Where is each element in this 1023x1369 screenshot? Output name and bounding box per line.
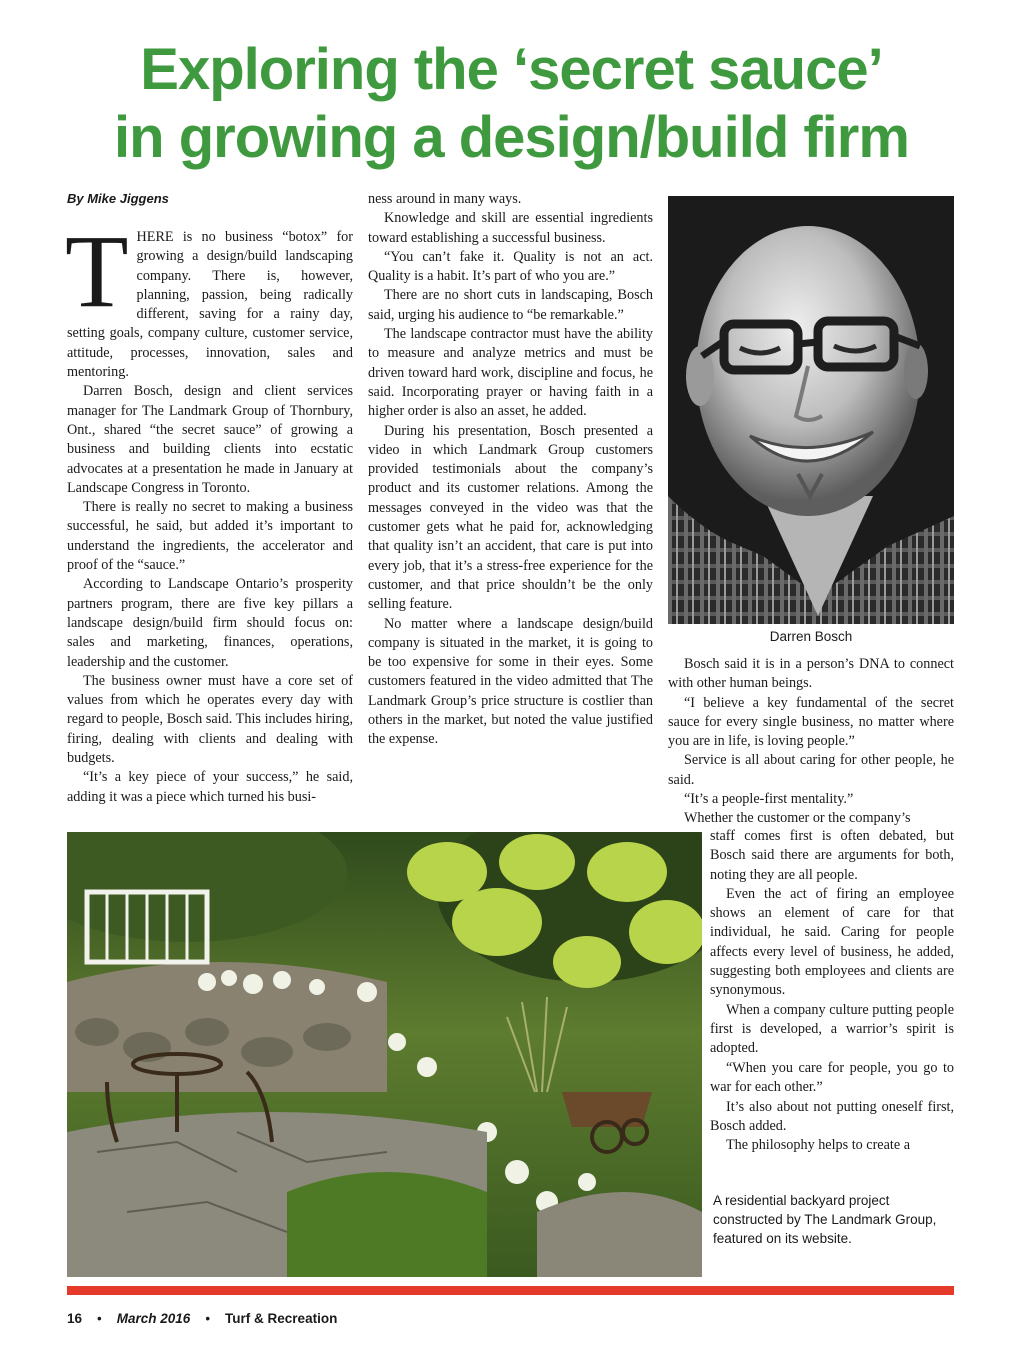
- article-column-1: [65, 214, 353, 807]
- paragraph-text: HERE is no business “botox” for growing a design/build landscaping company. There is, however, planning, passion, being radically different, saving for a rainy day, setting goals, company culture, customer service, attitude, processes, innovation, sales and mentoring.: [67, 229, 353, 381]
- article-column-3-top: [668, 655, 954, 829]
- paragraph: “When you care for people, you go to war for each other.”: [710, 1060, 954, 1096]
- separator-dot-icon: •: [205, 1311, 211, 1326]
- separator-dot-icon: •: [97, 1311, 102, 1326]
- paragraph: No matter where a landscape design/build company is situated in the market, it is going to be too expensive for some in their eyes. Some customers featured in the video admitted that The Landmark Group’s price structure is costlier than others in the market, but noted the value justified the expense.: [368, 615, 653, 748]
- paragraph: Service is all about caring for other people, he said.: [668, 752, 954, 788]
- paragraph: The business owner must have a core set of values from which he operates every day with regard to people, Bosch said. This includes hiring, firing, dealing with clients and dealing with budgets.: [67, 672, 353, 767]
- garden-caption: A residential backyard project constructed by The Landmark Group, featured on its website.: [713, 1193, 937, 1246]
- footer-rule: [67, 1286, 954, 1295]
- paragraph: “You can’t fake it. Quality is not an act. Quality is a habit. It’s part of who you are.”: [368, 248, 653, 285]
- paragraph: Even the act of firing an employee shows an element of care for that individual, he said. Caring for people affects every level of business, he added, suggesting both employees and clients are synonymous.: [710, 885, 954, 999]
- paragraph: staff comes first is often debated, but Bosch said there are arguments for both, noting they are all people.: [710, 828, 954, 883]
- garden-photo: [67, 832, 702, 1277]
- article-column-3-middle: [710, 827, 954, 1059]
- headline-line-1: Exploring the ‘secret sauce’: [140, 37, 883, 102]
- paragraph: When a company culture putting people first is developed, a warrior’s spirit is adopted.: [710, 1001, 954, 1057]
- paragraph: There is really no secret to making a business successful, he said, but added it’s important to understand the ingredients, the accelerator and proof of the “sauce.”: [67, 499, 353, 574]
- paragraph: Bosch said it is in a person’s DNA to connect with other human beings.: [668, 656, 954, 692]
- portrait-caption: Darren Bosch: [769, 629, 853, 644]
- article-column-3-bottom: [710, 1059, 954, 1155]
- paragraph: [65, 214, 353, 382]
- page-footer: [67, 1311, 337, 1326]
- paragraph: The landscape contractor must have the ability to measure and analyze metrics and must be driven toward hard work, discipline and focus, he said. Incorporating prayer or having faith in a higher order is also an asset, he added.: [368, 326, 653, 420]
- garden-photo-notch: [702, 1161, 710, 1277]
- portrait-photo: [668, 196, 954, 624]
- paragraph: Knowledge and skill are essential ingredients toward establishing a successful business.: [368, 210, 653, 246]
- paragraph: “I believe a key fundamental of the secret sauce for every single business, no matter where you are in life, is loving people.”: [668, 694, 954, 750]
- headline: [0, 36, 1023, 172]
- paragraph: It’s also about not putting oneself first, Bosch added.: [710, 1098, 954, 1134]
- paragraph: “It’s a people-first mentality.”: [684, 791, 854, 808]
- paragraph: According to Landscape Ontario’s prosperity partners program, there are five key pillars a landscape design/build firm should focus on: sales and marketing, finances, operations, leadership and the customer.: [67, 576, 353, 670]
- page-number: 16: [67, 1311, 83, 1326]
- drop-cap: T: [65, 214, 129, 329]
- paragraph: Darren Bosch, design and client services manager for The Landmark Group of Thornbury, Ont., shared “the secret sauce” of growing a business and building clients into ecstatic advocates at a presentation he made in January at Landscape Congress in Toronto.: [67, 383, 353, 496]
- paragraph: During his presentation, Bosch presented a video in which Landmark Group customers provided testimonials about the company’s product and its customer relations. Among the messages conveyed in the video was that the customer gets what he paid for, acknowledging that quality isn’t an accident, that care is put into every job, that it’s a stress-free experience for the customer, and that price shouldn’t be the only selling feature.: [368, 422, 653, 613]
- portrait-illustration: [668, 196, 954, 624]
- paragraph: There are no short cuts in landscaping, Bosch said, urging his audience to “be remarkable.”: [368, 287, 653, 323]
- publication-name: Turf & Recreation: [225, 1311, 338, 1326]
- paragraph: The philosophy helps to create a: [726, 1137, 910, 1154]
- paragraph: “It’s a key piece of your success,” he said, adding it was a piece which turned his busi-: [67, 769, 353, 805]
- garden-illustration: [67, 832, 702, 1277]
- headline-line-2: in growing a design/build firm: [114, 105, 909, 170]
- byline: By Mike Jiggens: [67, 191, 169, 206]
- issue-date: March 2016: [116, 1311, 191, 1326]
- paragraph: Whether the customer or the company’s: [684, 810, 911, 827]
- paragraph: ness around in many ways.: [368, 191, 522, 207]
- article-column-2: [368, 190, 653, 750]
